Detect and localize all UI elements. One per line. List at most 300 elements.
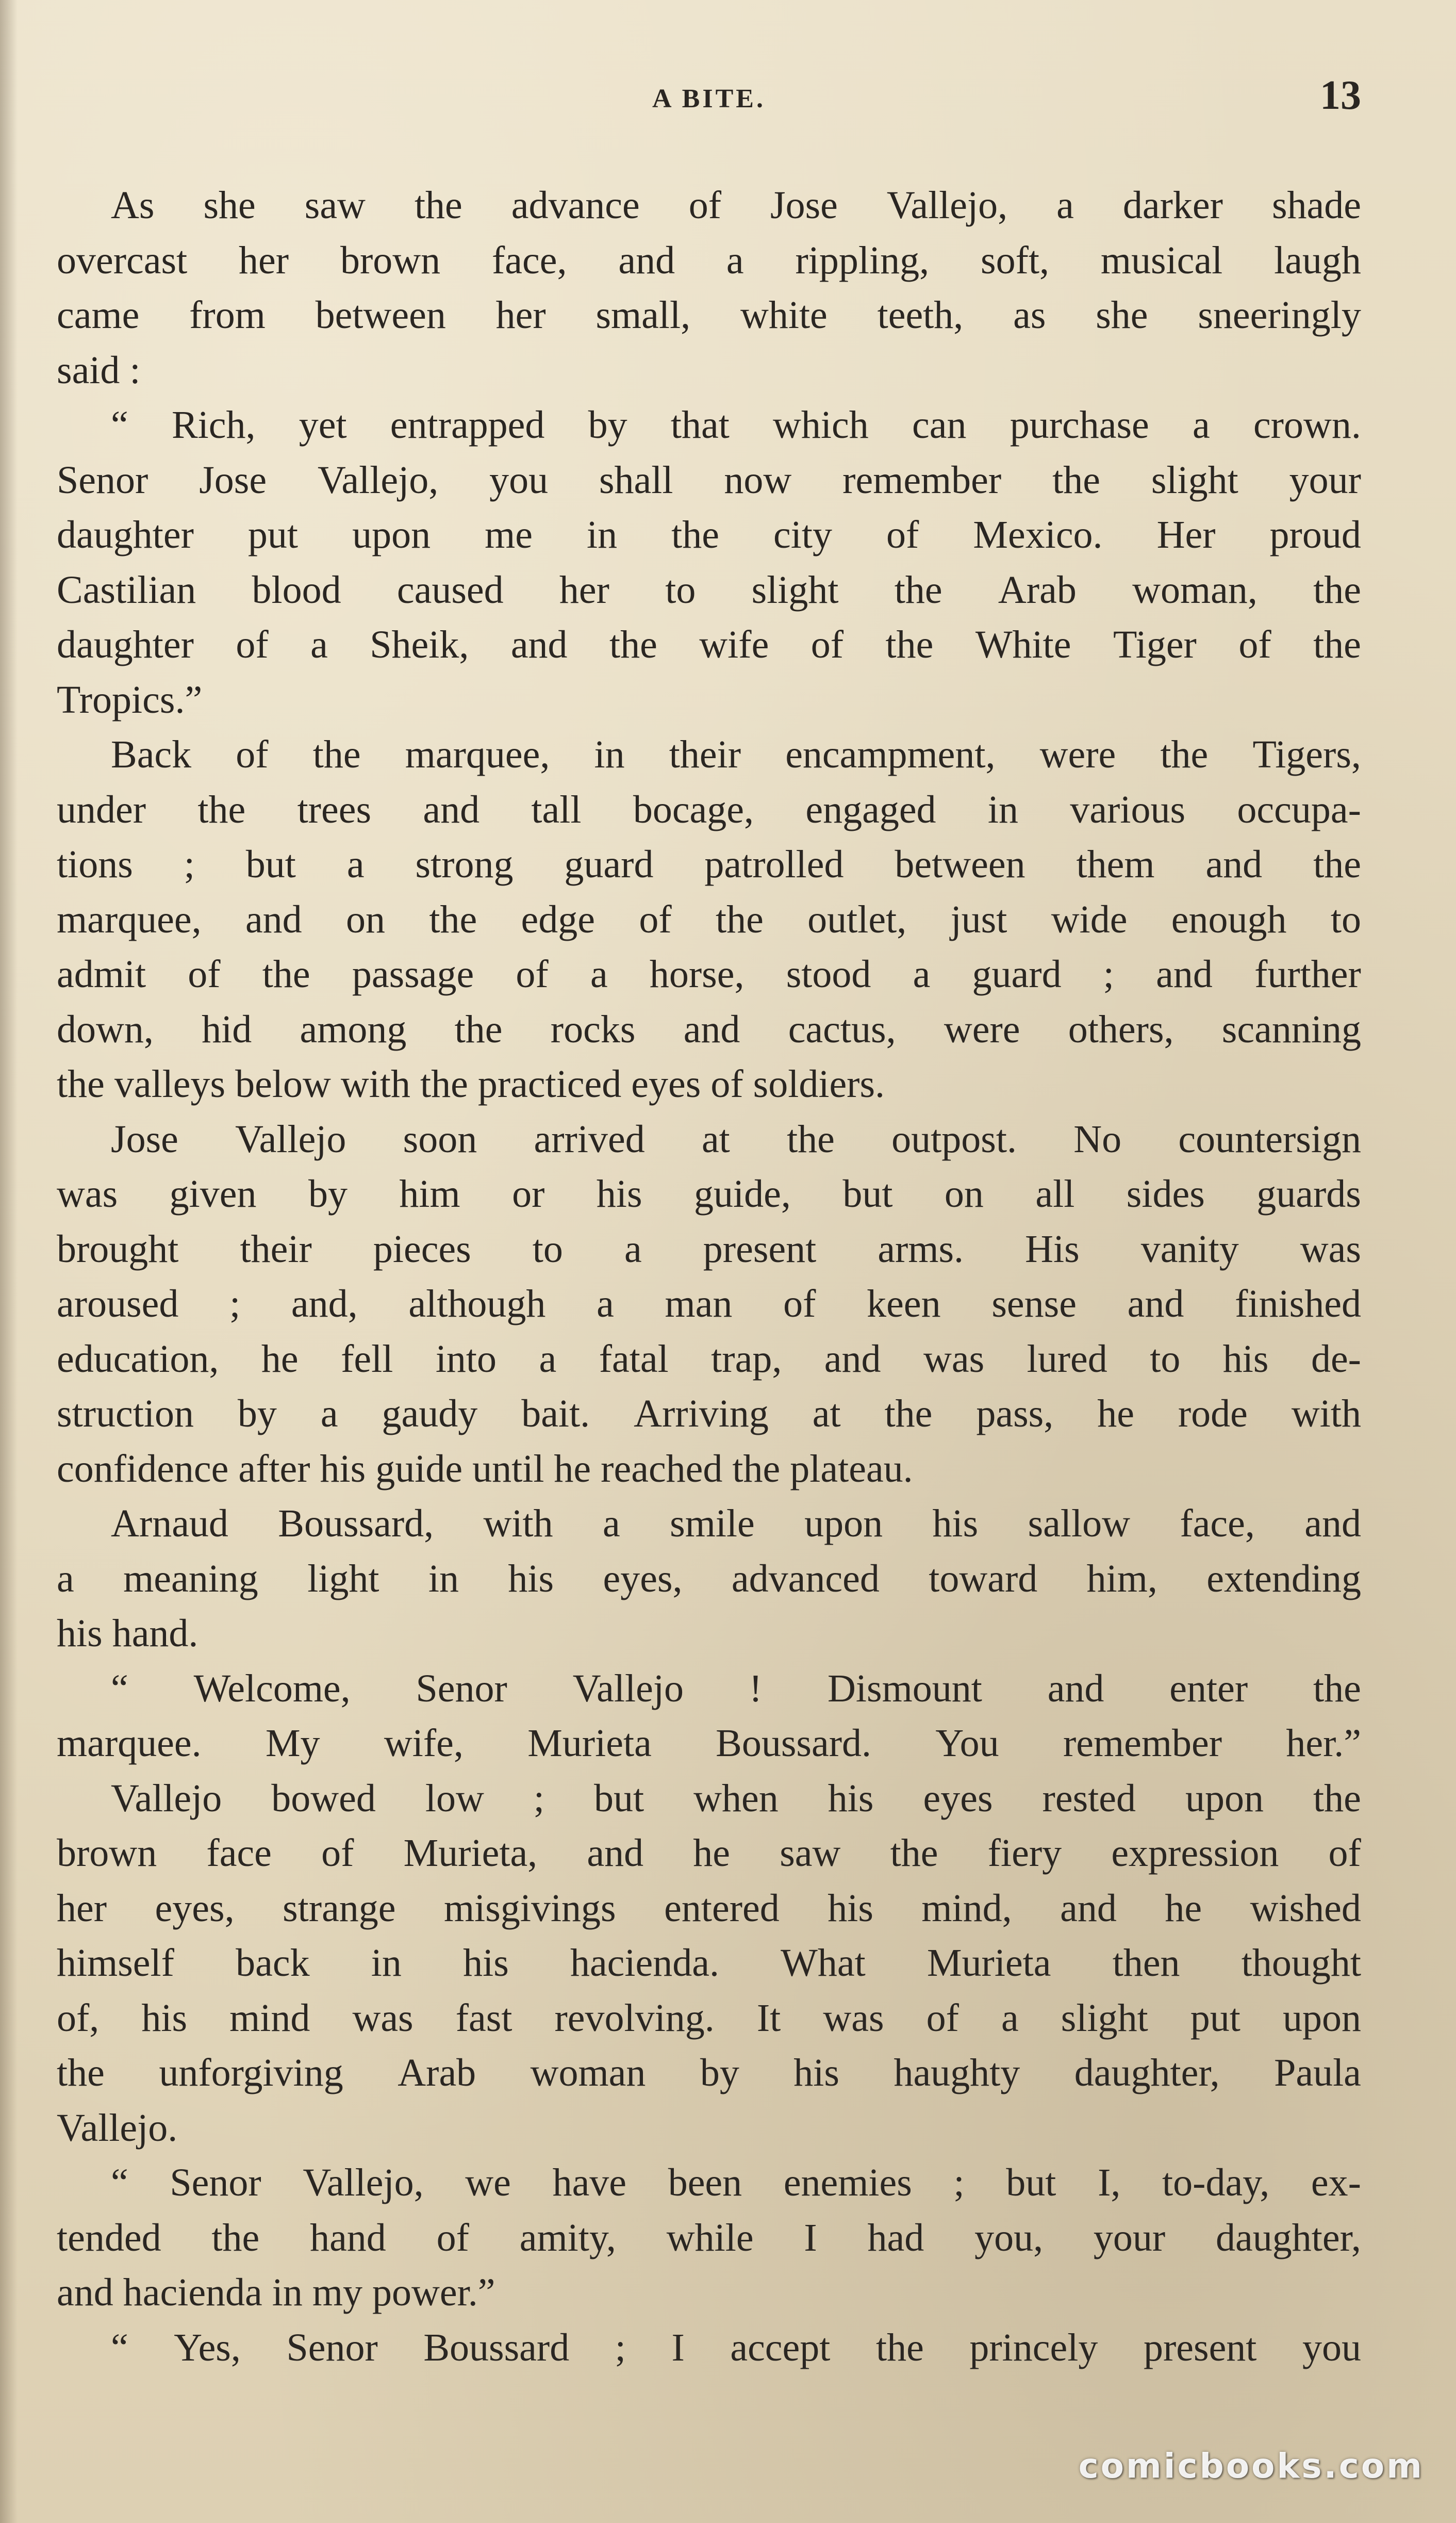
text-line bbox=[57, 1991, 1361, 2046]
word: the bbox=[1313, 843, 1361, 887]
word: Tiger bbox=[1113, 623, 1197, 667]
word: I, bbox=[1098, 2161, 1121, 2205]
word: darker bbox=[1122, 184, 1223, 227]
word: further bbox=[1254, 953, 1361, 996]
text-line bbox=[57, 2210, 1361, 2266]
word: keen bbox=[867, 1282, 941, 1326]
word: ; bbox=[953, 2161, 965, 2205]
word: and bbox=[1304, 1502, 1361, 1546]
text-line bbox=[57, 1881, 1361, 1936]
word: and bbox=[824, 1337, 881, 1381]
word: the bbox=[262, 953, 310, 996]
word: fell bbox=[341, 1337, 393, 1381]
word: guide, bbox=[694, 1172, 791, 1216]
word: a bbox=[1193, 403, 1210, 447]
word: their bbox=[669, 733, 741, 777]
word: the bbox=[312, 733, 361, 777]
word: shade bbox=[1271, 184, 1361, 227]
text-line bbox=[57, 1936, 1361, 1991]
word: as bbox=[1013, 293, 1046, 337]
word: a bbox=[913, 953, 931, 996]
word: of bbox=[783, 1282, 816, 1326]
word: ; bbox=[1103, 953, 1114, 996]
word: de- bbox=[1311, 1337, 1361, 1381]
word: Senor bbox=[170, 2161, 261, 2205]
word: had bbox=[867, 2216, 924, 2259]
word: engaged bbox=[805, 788, 936, 831]
word: then bbox=[1112, 1941, 1180, 1985]
word: struction bbox=[57, 1392, 194, 1436]
word: the bbox=[1313, 1666, 1361, 1710]
word: shall bbox=[599, 458, 673, 502]
word: the bbox=[1313, 623, 1361, 667]
word: by bbox=[308, 1172, 348, 1216]
word: to bbox=[665, 568, 696, 612]
word: the bbox=[197, 788, 246, 831]
text-line bbox=[57, 2320, 1361, 2375]
word: “ bbox=[111, 1666, 128, 1710]
word: hacienda. bbox=[570, 1941, 719, 1985]
word: Arriving bbox=[634, 1392, 769, 1436]
word: Arab bbox=[998, 568, 1077, 612]
word: although bbox=[408, 1282, 546, 1326]
word: meaning bbox=[123, 1557, 258, 1600]
word: by bbox=[588, 403, 627, 447]
word: blood bbox=[252, 568, 341, 612]
word: the bbox=[1313, 1776, 1361, 1820]
text-line bbox=[57, 1551, 1361, 1607]
word: misgivings bbox=[444, 1886, 616, 1930]
word: brown bbox=[57, 1831, 157, 1875]
word: present bbox=[703, 1227, 817, 1271]
word: woman bbox=[530, 2051, 646, 2095]
word: His bbox=[1025, 1227, 1080, 1271]
word: the bbox=[429, 897, 477, 941]
word: of bbox=[886, 513, 919, 557]
word: that bbox=[670, 403, 730, 447]
word: your bbox=[1289, 458, 1361, 502]
word: a bbox=[1001, 1996, 1019, 2040]
word: to bbox=[1150, 1337, 1181, 1381]
word: upon bbox=[1185, 1776, 1264, 1820]
word: revolving. bbox=[554, 1996, 715, 2040]
word: bait. bbox=[521, 1392, 590, 1436]
word: Rich, bbox=[171, 403, 256, 447]
word: ! bbox=[749, 1666, 763, 1710]
word: various bbox=[1070, 788, 1186, 831]
word: a bbox=[346, 843, 365, 887]
word: Jose bbox=[770, 184, 838, 227]
word: light bbox=[307, 1557, 379, 1600]
word: remember bbox=[842, 458, 1002, 502]
word: was bbox=[57, 1172, 118, 1216]
text-line bbox=[57, 1386, 1361, 1441]
word: face bbox=[206, 1831, 272, 1875]
word: hid bbox=[202, 1007, 252, 1051]
word: to-day, bbox=[1162, 2161, 1270, 2205]
text-line: Tropics.” bbox=[57, 678, 203, 722]
word: of bbox=[1238, 623, 1271, 667]
text-line bbox=[57, 1276, 1361, 1332]
text-line bbox=[57, 892, 1361, 947]
word: the bbox=[211, 2216, 260, 2259]
watermark: comicbooks.com bbox=[1078, 2446, 1424, 2486]
word: arms. bbox=[878, 1227, 964, 1271]
word: to bbox=[532, 1227, 563, 1271]
word: advance bbox=[511, 184, 640, 227]
word: low bbox=[425, 1776, 484, 1820]
word: me bbox=[485, 513, 533, 557]
word: of bbox=[236, 623, 269, 667]
word: small, bbox=[595, 293, 691, 337]
word: It bbox=[756, 1996, 781, 2040]
word: soft, bbox=[981, 238, 1049, 282]
word: the bbox=[671, 513, 720, 557]
word: ; bbox=[184, 843, 195, 887]
word: entrapped bbox=[390, 403, 545, 447]
word: a bbox=[597, 1282, 614, 1326]
word: of bbox=[436, 2216, 469, 2259]
word: and bbox=[587, 1831, 644, 1875]
word: of bbox=[1328, 1831, 1361, 1875]
word: and bbox=[1060, 1886, 1117, 1930]
word: in bbox=[594, 733, 625, 777]
word: trap, bbox=[711, 1337, 782, 1381]
text-line bbox=[57, 507, 1361, 563]
word: by bbox=[237, 1392, 277, 1436]
text-line bbox=[57, 1002, 1361, 1057]
word: Vallejo bbox=[572, 1666, 684, 1710]
word: wide bbox=[1051, 897, 1128, 941]
word: sense bbox=[991, 1282, 1077, 1326]
running-title: A BITE. bbox=[652, 84, 766, 113]
word: himself bbox=[57, 1941, 174, 1985]
word: accept bbox=[730, 2325, 831, 2369]
word: his bbox=[141, 1996, 188, 2040]
word: his bbox=[932, 1502, 979, 1546]
word: “ bbox=[111, 2161, 128, 2205]
word: and bbox=[245, 897, 302, 941]
word: the bbox=[894, 568, 942, 612]
text-line bbox=[57, 727, 1361, 782]
word: the bbox=[884, 1392, 933, 1436]
text-line bbox=[57, 782, 1361, 838]
word: the bbox=[454, 1007, 503, 1051]
word: Yes, bbox=[174, 2325, 241, 2369]
word: fiery bbox=[987, 1831, 1062, 1875]
word: you, bbox=[974, 2216, 1044, 2259]
word: Jose bbox=[199, 458, 267, 502]
word: White bbox=[975, 623, 1071, 667]
word: city bbox=[773, 513, 833, 557]
word: white bbox=[740, 293, 828, 337]
word: patrolled bbox=[704, 843, 844, 887]
word: cactus, bbox=[788, 1007, 896, 1051]
word: the bbox=[885, 623, 934, 667]
word: among bbox=[300, 1007, 407, 1051]
word: stood bbox=[786, 953, 871, 996]
word: mind bbox=[229, 1996, 310, 2040]
word: your bbox=[1093, 2216, 1166, 2259]
word: of bbox=[236, 733, 269, 777]
word: of bbox=[188, 953, 221, 996]
word: What bbox=[781, 1941, 866, 1985]
word: a bbox=[320, 1392, 338, 1436]
word: he bbox=[261, 1337, 299, 1381]
word: You bbox=[935, 1722, 999, 1765]
text-line: confidence after his guide until he reached the plateau. bbox=[57, 1447, 913, 1490]
word: a bbox=[57, 1557, 74, 1600]
word: of bbox=[688, 184, 722, 227]
word: ; bbox=[615, 2325, 626, 2369]
word: eyes, bbox=[603, 1557, 683, 1600]
word: Sheik, bbox=[370, 623, 469, 667]
word: entered bbox=[664, 1886, 780, 1930]
word: Vallejo bbox=[111, 1776, 222, 1820]
text-line: and hacienda in my power.” bbox=[57, 2271, 495, 2315]
word: ; bbox=[533, 1776, 545, 1820]
word: his bbox=[508, 1557, 554, 1600]
word: teeth, bbox=[877, 293, 964, 337]
word: Dismount bbox=[828, 1666, 982, 1710]
word: enemies bbox=[783, 2161, 912, 2205]
word: face, bbox=[491, 238, 567, 282]
word: were bbox=[944, 1007, 1020, 1051]
word: brought bbox=[57, 1227, 179, 1271]
word: rippling, bbox=[795, 238, 930, 282]
word: bocage, bbox=[633, 788, 754, 831]
text-line bbox=[57, 1771, 1361, 1826]
word: his bbox=[828, 1886, 873, 1930]
word: the bbox=[1052, 458, 1100, 502]
word: slight bbox=[751, 568, 839, 612]
word: man bbox=[665, 1282, 733, 1326]
word: his bbox=[463, 1941, 509, 1985]
word: enter bbox=[1169, 1666, 1248, 1710]
word: her.” bbox=[1286, 1722, 1361, 1765]
word: outpost. bbox=[891, 1117, 1017, 1161]
word: Murieta, bbox=[403, 1831, 538, 1875]
text-line: said : bbox=[57, 348, 141, 392]
word: Senor bbox=[286, 2325, 378, 2369]
word: admit bbox=[57, 953, 146, 996]
word: sneeringly bbox=[1198, 293, 1361, 337]
word: Her bbox=[1156, 513, 1216, 557]
text-line bbox=[57, 1826, 1361, 1881]
word: in bbox=[587, 513, 618, 557]
word: eyes, bbox=[155, 1886, 235, 1930]
word: sides bbox=[1126, 1172, 1205, 1216]
word: overcast bbox=[57, 238, 188, 282]
word: and bbox=[1205, 843, 1263, 887]
word: pieces bbox=[373, 1227, 471, 1271]
word: wife bbox=[699, 623, 769, 667]
word: Senor bbox=[416, 1666, 507, 1710]
word: her bbox=[57, 1886, 107, 1930]
text-line bbox=[57, 453, 1361, 508]
word: the bbox=[57, 2051, 105, 2095]
word: soon bbox=[403, 1117, 477, 1161]
word: Back bbox=[111, 733, 192, 777]
word: Vallejo, bbox=[303, 2161, 424, 2205]
word: My bbox=[265, 1722, 320, 1765]
word: advanced bbox=[731, 1557, 880, 1600]
word: a bbox=[1056, 184, 1074, 227]
word: his bbox=[828, 1776, 874, 1820]
word: toward bbox=[929, 1557, 1038, 1600]
word: his bbox=[596, 1172, 642, 1216]
word: expression bbox=[1111, 1831, 1279, 1875]
word: crown. bbox=[1253, 403, 1361, 447]
text-line bbox=[57, 2155, 1361, 2210]
word: lured bbox=[1027, 1337, 1107, 1381]
word: guards bbox=[1256, 1172, 1361, 1216]
text-line bbox=[57, 1661, 1361, 1716]
word: arrived bbox=[534, 1117, 645, 1161]
word: or bbox=[512, 1172, 545, 1216]
word: he bbox=[693, 1831, 731, 1875]
word: upon bbox=[1282, 1996, 1361, 2040]
text-line: Vallejo. bbox=[57, 2106, 178, 2150]
word: education, bbox=[57, 1337, 219, 1381]
word: outlet, bbox=[807, 897, 907, 941]
word: and bbox=[618, 238, 675, 282]
word: Paula bbox=[1274, 2051, 1361, 2095]
word: musical bbox=[1100, 238, 1223, 282]
word: marquee, bbox=[405, 733, 550, 777]
word: others, bbox=[1068, 1007, 1174, 1051]
word: you bbox=[1302, 2325, 1361, 2369]
text-line bbox=[57, 617, 1361, 673]
word: and bbox=[423, 788, 480, 831]
page-number: 13 bbox=[1320, 73, 1361, 118]
word: a bbox=[726, 238, 744, 282]
word: a bbox=[539, 1337, 557, 1381]
word: she bbox=[203, 184, 256, 227]
word: daughter bbox=[57, 513, 194, 557]
word: finished bbox=[1235, 1282, 1361, 1326]
word: but bbox=[594, 1776, 644, 1820]
word: laugh bbox=[1274, 238, 1361, 282]
word: ; bbox=[229, 1282, 241, 1326]
text-line bbox=[57, 178, 1361, 233]
word: unforgiving bbox=[159, 2051, 343, 2095]
word: of bbox=[516, 953, 549, 996]
text-line bbox=[57, 837, 1361, 892]
word: sallow bbox=[1028, 1502, 1130, 1546]
word: tall bbox=[531, 788, 582, 831]
word: rocks bbox=[550, 1007, 636, 1051]
text-line bbox=[57, 1332, 1361, 1387]
word: and bbox=[1156, 953, 1213, 996]
word: in bbox=[428, 1557, 459, 1600]
word: their bbox=[240, 1227, 312, 1271]
word: were bbox=[1039, 733, 1116, 777]
word: Murieta bbox=[527, 1722, 652, 1765]
word: rested bbox=[1042, 1776, 1136, 1820]
word: Vallejo bbox=[235, 1117, 346, 1161]
word: a bbox=[603, 1502, 620, 1546]
word: I bbox=[804, 2216, 817, 2259]
word: between bbox=[895, 843, 1025, 887]
word: put bbox=[247, 513, 299, 557]
word: at bbox=[701, 1117, 730, 1161]
word: Senor bbox=[57, 458, 148, 502]
word: under bbox=[57, 788, 146, 831]
word: fatal bbox=[599, 1337, 669, 1381]
word: and bbox=[1127, 1282, 1184, 1326]
word: horse, bbox=[649, 953, 744, 996]
word: yet bbox=[299, 403, 347, 447]
word: between bbox=[315, 293, 446, 337]
word: and, bbox=[291, 1282, 358, 1326]
word: vanity bbox=[1140, 1227, 1239, 1271]
word: tended bbox=[57, 2216, 161, 2259]
word: her bbox=[559, 568, 609, 612]
word: of bbox=[639, 897, 672, 941]
word: which bbox=[773, 403, 869, 447]
word: Castilian bbox=[57, 568, 196, 612]
word: he bbox=[1165, 1886, 1202, 1930]
word: you bbox=[489, 458, 549, 502]
word: upon bbox=[804, 1502, 883, 1546]
word: Tigers, bbox=[1252, 733, 1361, 777]
word: No bbox=[1073, 1117, 1122, 1161]
word: Welcome, bbox=[193, 1666, 351, 1710]
word: marquee. bbox=[57, 1722, 202, 1765]
text-line bbox=[57, 1167, 1361, 1222]
word: him bbox=[399, 1172, 460, 1216]
word: from bbox=[189, 293, 266, 337]
word: rode bbox=[1178, 1392, 1248, 1436]
word: her bbox=[239, 238, 289, 282]
word: of bbox=[321, 1831, 354, 1875]
word: proud bbox=[1269, 513, 1361, 557]
word: mind, bbox=[921, 1886, 1012, 1930]
text-line bbox=[57, 2045, 1361, 2101]
word: guard bbox=[564, 843, 654, 887]
text-line: his hand. bbox=[57, 1612, 198, 1656]
word: Arnaud bbox=[111, 1502, 228, 1546]
word: a bbox=[590, 953, 608, 996]
word: Arab bbox=[398, 2051, 476, 2095]
text-line: the valleys below with the practiced eyes of soldiers. bbox=[57, 1062, 885, 1106]
word: As bbox=[111, 184, 155, 227]
word: haughty bbox=[894, 2051, 1020, 2095]
word: now bbox=[724, 458, 792, 502]
binding-shadow bbox=[0, 0, 18, 2523]
word: the bbox=[787, 1117, 835, 1161]
word: was bbox=[923, 1337, 985, 1381]
word: remember bbox=[1063, 1722, 1222, 1765]
word: her bbox=[495, 293, 546, 337]
word: woman, bbox=[1132, 568, 1258, 612]
word: caused bbox=[396, 568, 504, 612]
word: the bbox=[875, 2325, 924, 2369]
word: ex- bbox=[1311, 2161, 1361, 2205]
word: of bbox=[810, 623, 844, 667]
word: Jose bbox=[111, 1117, 178, 1161]
word: on bbox=[944, 1172, 984, 1216]
word: amity, bbox=[519, 2216, 616, 2259]
word: wife, bbox=[384, 1722, 464, 1765]
word: with bbox=[1291, 1392, 1361, 1436]
word: encampment, bbox=[785, 733, 996, 777]
word: him, bbox=[1086, 1557, 1157, 1600]
word: but bbox=[842, 1172, 893, 1216]
word: and bbox=[1047, 1666, 1104, 1710]
word: been bbox=[668, 2161, 742, 2205]
